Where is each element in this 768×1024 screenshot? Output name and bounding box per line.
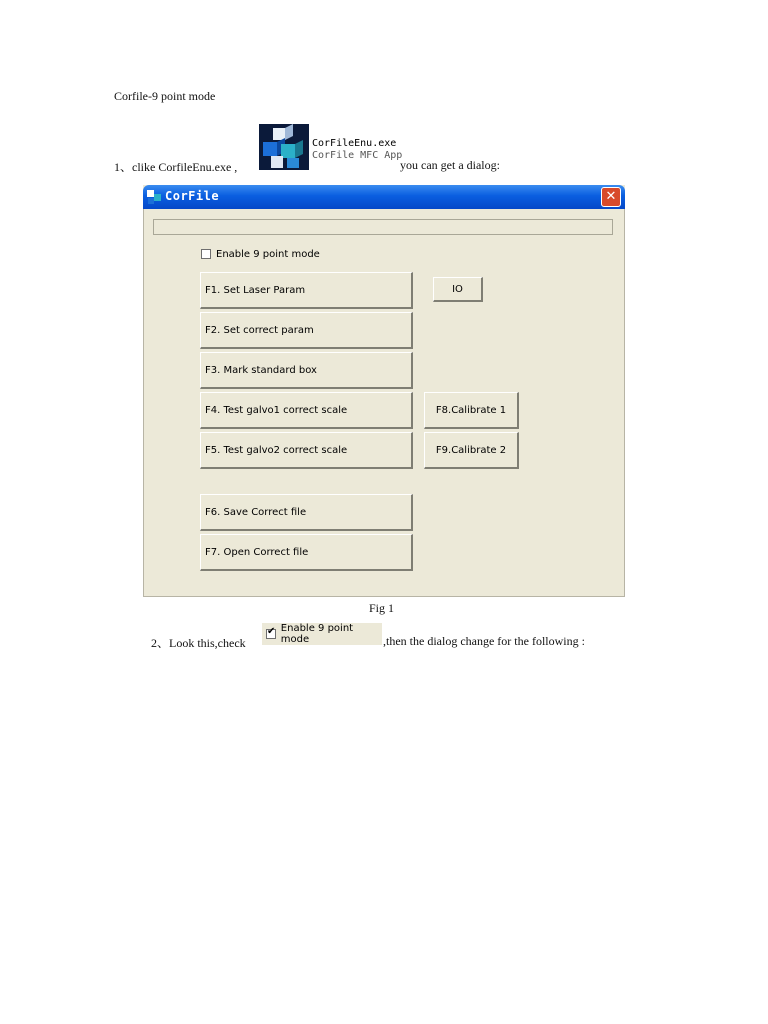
inline-enable-checkbox: [262, 623, 382, 645]
document-title: Corfile-9 point mode: [114, 89, 216, 103]
app-title-icon: [146, 188, 164, 206]
close-button[interactable]: ✕: [601, 187, 621, 207]
calibrate-2-button[interactable]: F9.Calibrate 2: [424, 432, 519, 469]
io-button[interactable]: IO: [433, 277, 483, 302]
cubes-icon: [259, 124, 309, 170]
dialog-titlebar[interactable]: [143, 185, 625, 209]
mark-standard-box-button[interactable]: F3. Mark standard box: [200, 352, 413, 389]
app-shortcut-description: CorFile MFC App: [312, 150, 403, 161]
step2-text: 2、Look this,check: [151, 636, 246, 650]
test-galvo1-button[interactable]: F4. Test galvo1 correct scale: [200, 392, 413, 429]
figure-caption: Fig 1: [369, 601, 395, 615]
app-shortcut-name: CorFileEnu.exe: [312, 138, 397, 149]
enable-9-point-checkbox[interactable]: [201, 249, 320, 260]
set-correct-param-button[interactable]: F2. Set correct param: [200, 312, 413, 349]
save-correct-file-button[interactable]: F6. Save Correct file: [200, 494, 413, 531]
step2-suffix-text: ,then the dialog change for the following :: [383, 634, 585, 648]
corfile-dialog: [143, 185, 625, 597]
open-correct-file-button[interactable]: F7. Open Correct file: [200, 534, 413, 571]
step1-text: 1、clike CorfileEnu.exe ,: [114, 160, 238, 174]
dialog-body: [143, 209, 625, 597]
test-galvo2-button[interactable]: F5. Test galvo2 correct scale: [200, 432, 413, 469]
inline-checkbox-label: Enable 9 point mode: [280, 623, 354, 645]
step1-suffix-text: you can get a dialog:: [400, 158, 500, 172]
progress-bar: [153, 219, 613, 235]
checkbox-icon[interactable]: [201, 249, 211, 259]
checkbox-label: Enable 9 point mode: [216, 249, 320, 260]
set-laser-param-button[interactable]: F1. Set Laser Param: [200, 272, 413, 309]
dialog-title: CorFile: [165, 189, 220, 203]
corfile-app-icon[interactable]: [259, 124, 309, 170]
checked-checkbox-icon: [266, 629, 276, 639]
calibrate-1-button[interactable]: F8.Calibrate 1: [424, 392, 519, 429]
